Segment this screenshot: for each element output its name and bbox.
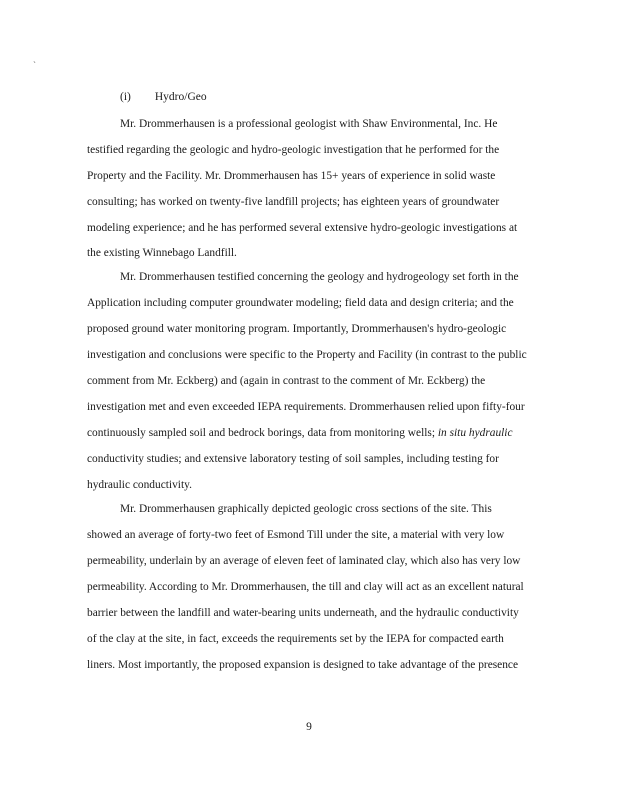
paragraph-line: consulting; has worked on twenty-five landfill projects; has eighteen years of groundwater [87,196,500,208]
paragraph-line: conductivity studies; and extensive laboratory testing of soil samples, including testing for [87,453,499,465]
paragraph-line: the existing Winnebago Landfill. [87,247,237,259]
paragraph-line: barrier between the landfill and water-bearing units underneath, and the hydraulic conductivity [87,607,519,619]
paragraph-line: testified regarding the geologic and hydro-geologic investigation that he performed for the [87,144,500,156]
stray-mark: ` [33,60,36,70]
paragraph-line: showed an average of forty-two feet of Esmond Till under the site, a material with very low [87,529,505,541]
section-number: (i) [120,91,131,103]
paragraph-line: Mr. Drommerhausen graphically depicted geologic cross sections of the site. This [120,503,492,515]
paragraph-line-text: continuously sampled soil and bedrock borings, data from monitoring wells; [87,427,435,439]
paragraph-line: liners. Most importantly, the proposed expansion is designed to take advantage of the presence [87,659,519,671]
paragraph-line: Mr. Drommerhausen is a professional geologist with Shaw Environmental, Inc. He [120,118,498,130]
paragraph-line: permeability, underlain by an average of eleven feet of laminated clay, which also has very low [87,555,521,567]
paragraph-line: modeling experience; and he has performed several extensive hydro-geologic investigations at [87,222,518,234]
paragraph-line: comment from Mr. Eckberg) and (again in contrast to the comment of Mr. Eckberg) the [87,375,486,387]
paragraph-line: Application including computer groundwater modeling; field data and design criteria; and the [87,297,514,309]
paragraph-line: investigation and conclusions were specific to the Property and Facility (in contrast to the public [87,349,527,361]
paragraph-line: proposed ground water monitoring program. Importantly, Drommerhausen's hydro-geologic [87,323,507,335]
paragraph-line: permeability. According to Mr. Drommerhausen, the till and clay will act as an excellent natural [87,581,524,593]
page-number: 9 [306,721,312,733]
section-title: Hydro/Geo [154,91,207,103]
paragraph-line: investigation met and even exceeded IEPA requirements. Drommerhausen relied upon fifty-four [87,401,525,413]
paragraph-line: hydraulic conductivity. [87,479,192,491]
paragraph-line: Mr. Drommerhausen testified concerning the geology and hydrogeology set forth in the [120,271,519,283]
italic-phrase: in situ hydraulic [437,427,513,439]
paragraph-line [87,426,513,440]
paragraph-line: Property and the Facility. Mr. Drommerhausen has 15+ years of experience in solid waste [87,170,496,182]
section-heading [120,91,207,103]
paragraph-line: of the clay at the site, in fact, exceeds the requirements set by the IEPA for compacted earth [87,633,504,645]
